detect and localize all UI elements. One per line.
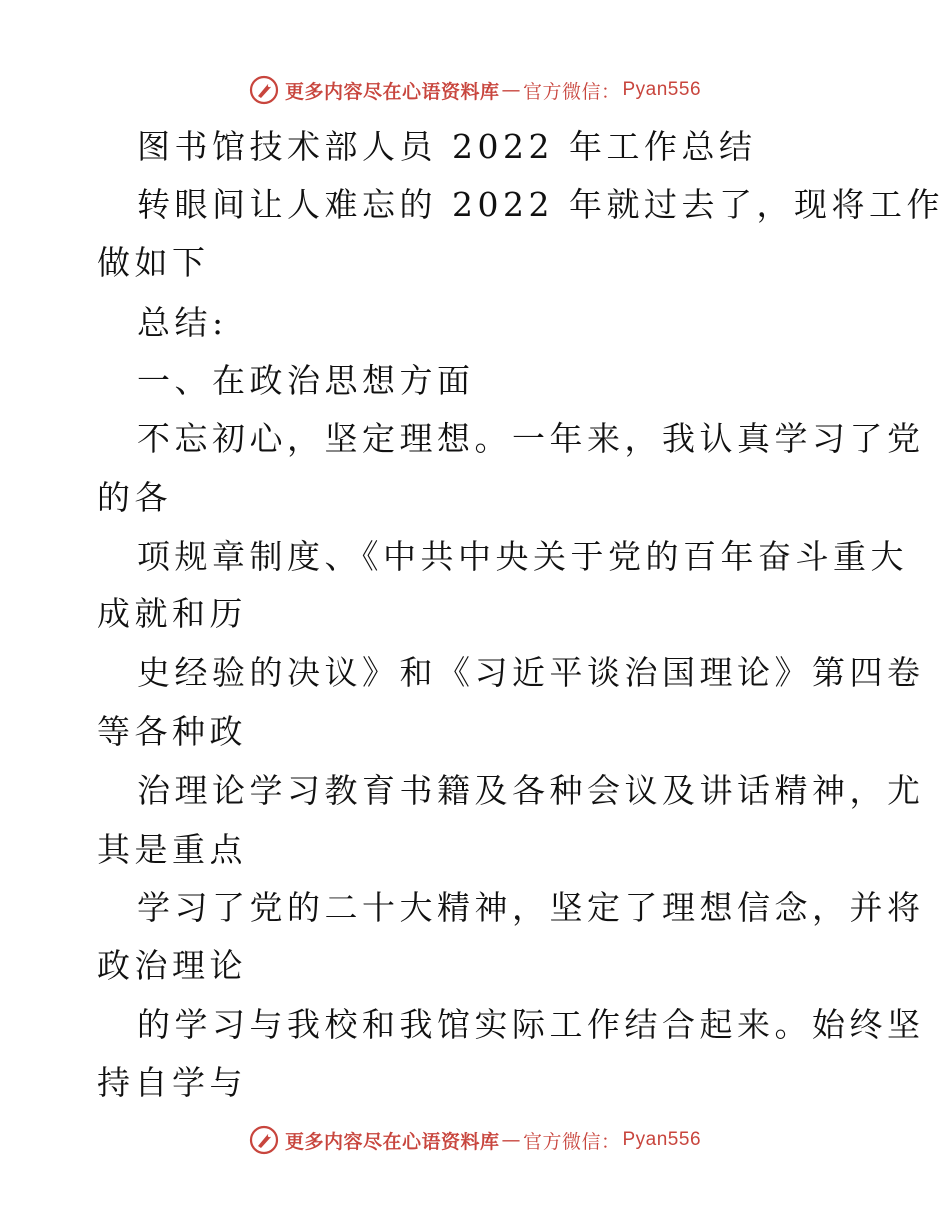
banner-text: 更多内容尽在心语资料库: [284, 1130, 500, 1153]
paragraph-line: 的各: [97, 478, 172, 517]
paragraph-line: 其是重点: [97, 830, 247, 869]
paragraph-line: 项规章制度、《中共中央关于党的百年奋斗重大: [137, 537, 908, 576]
banner-wechat-id: Pyan556: [622, 1129, 702, 1150]
document-title: 图书馆技术部人员 2022 年工作总结: [137, 127, 757, 166]
pen-nib-logo-icon: [249, 75, 279, 105]
header-watermark-banner: [0, 70, 950, 110]
paragraph-line: 治理论学习教育书籍及各种会议及讲话精神，尤: [137, 771, 925, 810]
banner-wechat-label: 官方微信：: [522, 80, 621, 103]
paragraph-line: 总结:: [137, 303, 228, 342]
banner-separator: —: [501, 1129, 521, 1151]
paragraph-line: 政治理论: [97, 946, 247, 985]
footer-watermark-banner: [0, 1120, 950, 1160]
paragraph-line: 的学习与我校和我馆实际工作结合起来。始终坚: [137, 1005, 925, 1044]
pen-nib-logo-icon: [249, 1125, 279, 1155]
banner-separator: —: [501, 79, 521, 101]
banner-wechat-id: Pyan556: [622, 79, 702, 100]
section-heading: 一、在政治思想方面: [137, 361, 475, 400]
paragraph-line: 转眼间让人难忘的 2022 年就过去了，现将工作: [137, 185, 944, 224]
banner-wechat-label: 官方微信：: [522, 1130, 621, 1153]
paragraph-line: 成就和历: [97, 594, 247, 633]
paragraph-line: 做如下: [97, 243, 210, 282]
paragraph-line: 等各种政: [97, 712, 247, 751]
paragraph-line: 不忘初心，坚定理想。一年来，我认真学习了党: [137, 419, 925, 458]
paragraph-line: 持自学与: [97, 1063, 247, 1102]
paragraph-line: 学习了党的二十大精神，坚定了理想信念，并将: [137, 888, 925, 927]
paragraph-line: 史经验的决议》和《习近平谈治国理论》第四卷: [137, 653, 925, 692]
banner-text: 更多内容尽在心语资料库: [284, 80, 500, 103]
